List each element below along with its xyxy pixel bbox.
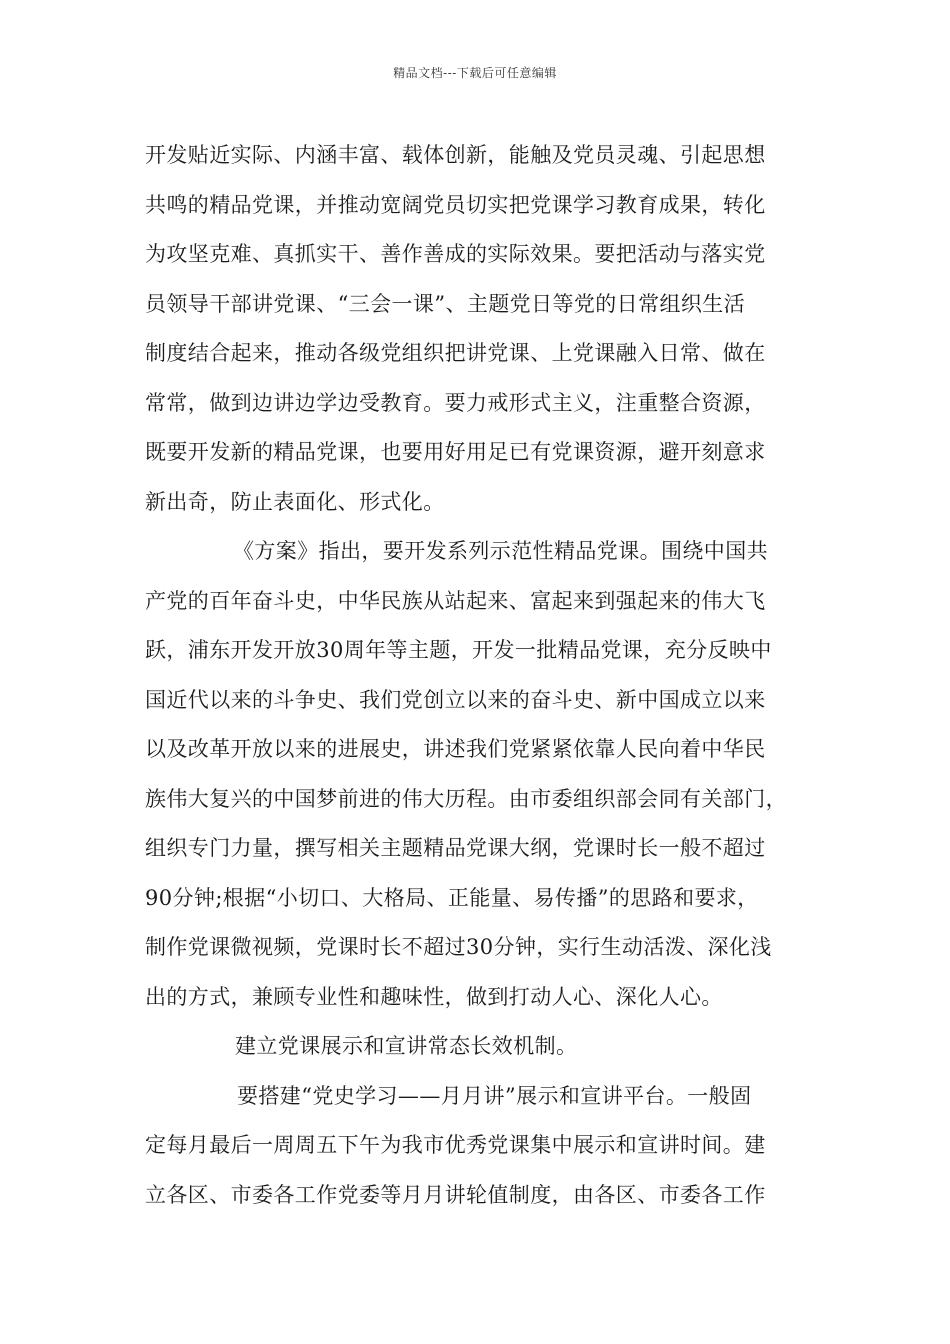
paragraph-start-line: 《方案》指出，要开发系列示范性精品党课。围绕中国共 [233,539,768,563]
document-body [145,131,835,1220]
text-line: 制度结合起来，推动各级党组织把讲党课、上党课融入日常、做在 [145,341,766,365]
text-line: 以及改革开放以来的进展史，讲述我们党紧紧依靠人民向着中华民 [145,737,766,761]
text-line: 制作党课微视频，党课时长不超过30分钟，实行生动活泼、深化浅 [145,935,772,959]
text-line: 新出奇，防止表面化、形式化。 [145,489,445,514]
text-line: 产党的百年奋斗史，中华民族从站起来、富起来到强起来的伟大飞 [145,588,766,613]
text-line: 组织专门力量，撰写相关主题精品党课大纲，党课时长一般不超过 [145,836,766,860]
section-heading-line: 建立党课展示和宣讲常态长效机制。 [235,1034,578,1058]
text-line: 族伟大复兴的中国梦前进的伟大历程。由市委组织部会同有关部门， [145,786,787,811]
text-line: 立各区、市委各工作党委等月月讲轮值制度，由各区、市委各工作 [145,1182,766,1207]
text-line: 出的方式，兼顾专业性和趣味性，做到打动人心、深化人心。 [145,984,723,1009]
text-line: 常常，做到边讲边学边受教育。要力戒形式主义，注重整合资源， [145,390,766,415]
text-line: 国近代以来的斗争史、我们党创立以来的奋斗史、新中国成立以来 [145,687,766,712]
text-line: 为攻坚克难、真抓实干、善作善成的实际效果。要把活动与落实党 [145,242,766,266]
page-header: 精品文档---下载后可任意编辑 [393,66,557,80]
text-line: 定每月最后一周周五下午为我市优秀党课集中展示和宣讲时间。建 [145,1133,766,1157]
paragraph-start-line: 要搭建“党史学习——月月讲”展示和宣讲平台。一般固 [237,1083,752,1108]
text-line: 共鸣的精品党课，并推动宽阔党员切实把党课学习教育成果，转化 [145,192,766,217]
text-line: 既要开发新的精品党课，也要用好用足已有党课资源，避开刻意求 [145,440,766,464]
text-line: 跃，浦东开发开放30周年等主题，开发一批精品党课，充分反映中 [145,638,772,662]
text-line: 90分钟;根据“小切口、大格局、正能量、易传播”的思路和要求， [145,885,759,910]
text-line: 员领导干部讲党课、“三会一课”、主题党日等党的日常组织生活 [145,291,746,316]
text-line: 开发贴近实际、内涵丰富、载体创新，能触及党员灵魂、引起思想 [145,143,766,167]
